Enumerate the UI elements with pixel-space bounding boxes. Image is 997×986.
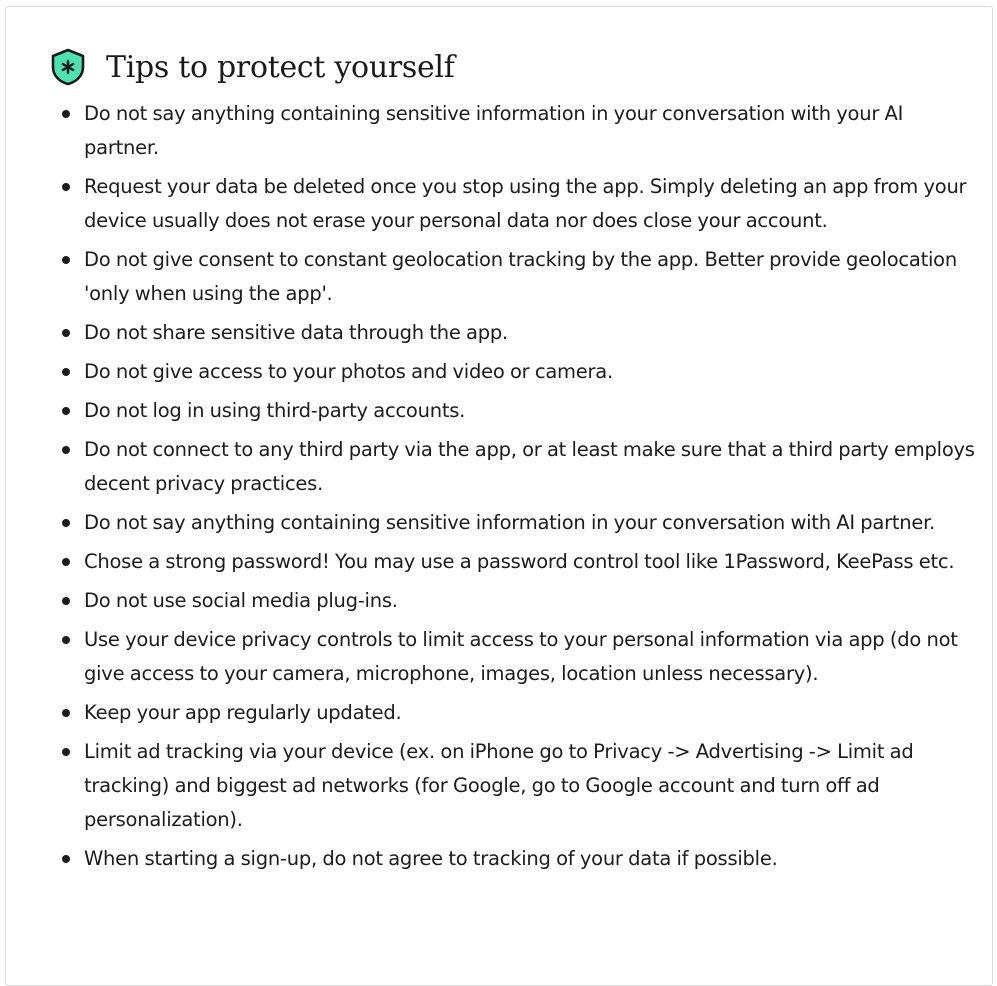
tip-text: Do not connect to any third party via the app, or at least make sure that a third party employs decent privacy practices. bbox=[84, 438, 975, 495]
tips-card bbox=[5, 6, 993, 986]
bullet-icon bbox=[62, 636, 70, 644]
bullet-icon bbox=[62, 709, 70, 717]
tip-text: Do not give access to your photos and video or camera. bbox=[84, 360, 613, 383]
tip-item bbox=[50, 696, 980, 730]
bullet-icon bbox=[62, 110, 70, 118]
bullet-icon bbox=[62, 256, 70, 264]
bullet-icon bbox=[62, 748, 70, 756]
section-title: Tips to protect yourself bbox=[106, 49, 455, 85]
tip-text: Chose a strong password! You may use a password control tool like 1Password, KeePass etc. bbox=[84, 550, 955, 573]
tip-text: Do not share sensitive data through the app. bbox=[84, 321, 508, 344]
bullet-icon bbox=[62, 368, 70, 376]
tip-item bbox=[50, 433, 980, 501]
tip-text: When starting a sign-up, do not agree to tracking of your data if possible. bbox=[84, 847, 778, 870]
bullet-icon bbox=[62, 597, 70, 605]
tip-text: Do not give consent to constant geolocation tracking by the app. Better provide geolocation 'only when using the app'. bbox=[84, 248, 957, 305]
tip-text: Do not use social media plug-ins. bbox=[84, 589, 398, 612]
tip-text: Keep your app regularly updated. bbox=[84, 701, 402, 724]
tip-text: Request your data be deleted once you stop using the app. Simply deleting an app from your device usually does not erase your personal data nor does close your account. bbox=[84, 175, 967, 232]
tip-item bbox=[50, 623, 980, 691]
bullet-icon bbox=[62, 855, 70, 863]
tip-item bbox=[50, 243, 980, 311]
tip-item bbox=[50, 394, 980, 428]
tip-item bbox=[50, 735, 980, 837]
tip-text: Do not log in using third-party accounts. bbox=[84, 399, 466, 422]
bullet-icon bbox=[62, 446, 70, 454]
bullet-icon bbox=[62, 519, 70, 527]
tip-item bbox=[50, 545, 980, 579]
tip-item bbox=[50, 584, 980, 618]
tip-text: Do not say anything containing sensitive information in your conversation with your AI partner. bbox=[84, 102, 904, 159]
tip-item bbox=[50, 316, 980, 350]
tip-item bbox=[50, 170, 980, 238]
tip-item bbox=[50, 355, 980, 389]
bullet-icon bbox=[62, 558, 70, 566]
tip-text: Do not say anything containing sensitive information in your conversation with AI partner. bbox=[84, 511, 936, 534]
tip-item bbox=[50, 97, 980, 165]
tips-list bbox=[50, 97, 980, 881]
tips-header bbox=[50, 47, 455, 87]
tip-item bbox=[50, 842, 980, 876]
tip-item bbox=[50, 506, 980, 540]
shield-asterisk-icon bbox=[50, 48, 86, 86]
tip-text: Use your device privacy controls to limit access to your personal information via app (do not give access to your camera, microphone, images, location unless necessary). bbox=[84, 628, 958, 685]
bullet-icon bbox=[62, 407, 70, 415]
bullet-icon bbox=[62, 329, 70, 337]
tip-text: Limit ad tracking via your device (ex. on iPhone go to Privacy -> Advertising -> Limit ad tracking) and biggest ad networks (for Google, go to Google account and turn off ad personalization). bbox=[84, 740, 914, 831]
bullet-icon bbox=[62, 183, 70, 191]
